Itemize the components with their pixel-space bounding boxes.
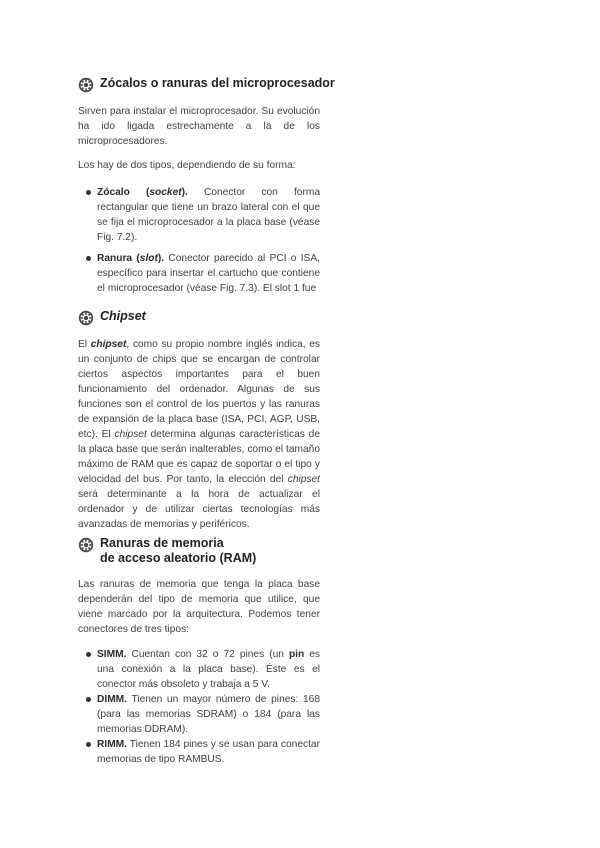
term: SIMM. xyxy=(97,649,127,660)
paragraph: Las ranuras de memoria que tenga la placa base dependerán del tipo de memoria que utilice, que viene marcado por la arquitectura. Podemos tener conectores de tres tipos: xyxy=(78,579,320,635)
list-item xyxy=(78,647,320,692)
term-inline: pin xyxy=(288,649,305,660)
section-title: Chipset xyxy=(100,309,146,323)
item-text: Conector con forma rectangular que tiene un brazo lateral con el que se fija el microprocesador a la placa base (véase Fig. 7.2). xyxy=(97,187,320,243)
text-run: determina algunas características de la placa base que serán inalterables, como el tamaño máximo de RAM que es capaz de soportar o el tipo y velocidad del bus. Por tanto, la elección del xyxy=(78,429,320,485)
text-run: , como su propio nombre inglés indica, es un conjunto de chips que se encargan de controlar ciertos aspectos importantes para el buen funcionamiento del ordenador. Algunas de sus funciones son el control de los puertos y las ranuras de expansión de la placa base (ISA, PCI, AGP, USB, etc). El xyxy=(78,339,320,440)
section-heading-chipset xyxy=(78,309,146,326)
section-title: Zócalos o ranuras del microprocesador xyxy=(100,76,335,90)
bullet-list-zocalos xyxy=(78,185,320,296)
paragraph: Los hay de dos tipos, dependiendo de su forma: xyxy=(78,160,296,171)
list-item: Zócalo (socket). Conector con forma rectangular que tiene un brazo lateral con el que se fija el microprocesador a la placa base (véase Fig. 7.2). xyxy=(78,185,320,245)
term: RIMM. xyxy=(97,739,127,750)
term-italic: socket xyxy=(149,187,182,198)
section-heading-ram xyxy=(78,536,256,566)
section-title xyxy=(100,536,256,566)
chip-gear-icon xyxy=(78,77,94,93)
section-heading-zocalos xyxy=(78,76,335,93)
list-item xyxy=(78,737,320,767)
item-text: Tienen un mayor número de pines: 168 (para las memorias SDRAM) o 184 (para las memorias DDRAM). xyxy=(97,694,320,735)
term-italic: chipset xyxy=(90,339,127,350)
term-italic: slot xyxy=(139,253,158,264)
text-run: El xyxy=(78,339,91,350)
text-run: será determinante a la hora de actualizar el ordenador y de utilizar ciertas tecnologías más avanzadas de memorias y periféricos. xyxy=(78,489,320,530)
title-line-1: Ranuras de memoria xyxy=(100,536,224,550)
title-line-2: de acceso aleatorio (RAM) xyxy=(100,551,257,565)
paragraph-chipset xyxy=(78,337,320,532)
paragraph: Sirven para instalar el microprocesador. Su evolución ha ido ligada estrechamente a la de los microprocesadores. xyxy=(78,106,320,147)
item-text: Cuentan con 32 o 72 pines (un xyxy=(126,649,289,660)
item-text: Tienen 184 pines y se usan para conectar memorias de tipo RAMBUS. xyxy=(97,739,320,765)
term: Ranura xyxy=(97,253,133,264)
term-italic: chipset xyxy=(287,474,320,485)
chip-gear-icon xyxy=(78,537,94,553)
item-text: es una conexión a la placa base). Éste es el conector más obsoleto y trabaja a 5 V. xyxy=(97,649,320,690)
term: DIMM. xyxy=(97,694,127,705)
term-italic: chipset xyxy=(114,429,147,440)
list-item: Ranura (slot). Conector parecido al PCI o ISA, específico para insertar el cartucho que contiene el microprocesador (véase Fig. 7.3). El slot 1 fue xyxy=(78,251,320,296)
bullet-list-ram xyxy=(78,647,320,767)
term: Zócalo xyxy=(97,187,130,198)
chip-gear-icon xyxy=(78,310,94,326)
list-item xyxy=(78,692,320,737)
item-text: Conector parecido al PCI o ISA, específico para insertar el cartucho que contiene el microprocesador (véase Fig. 7.3). El slot 1 fue xyxy=(97,253,320,294)
